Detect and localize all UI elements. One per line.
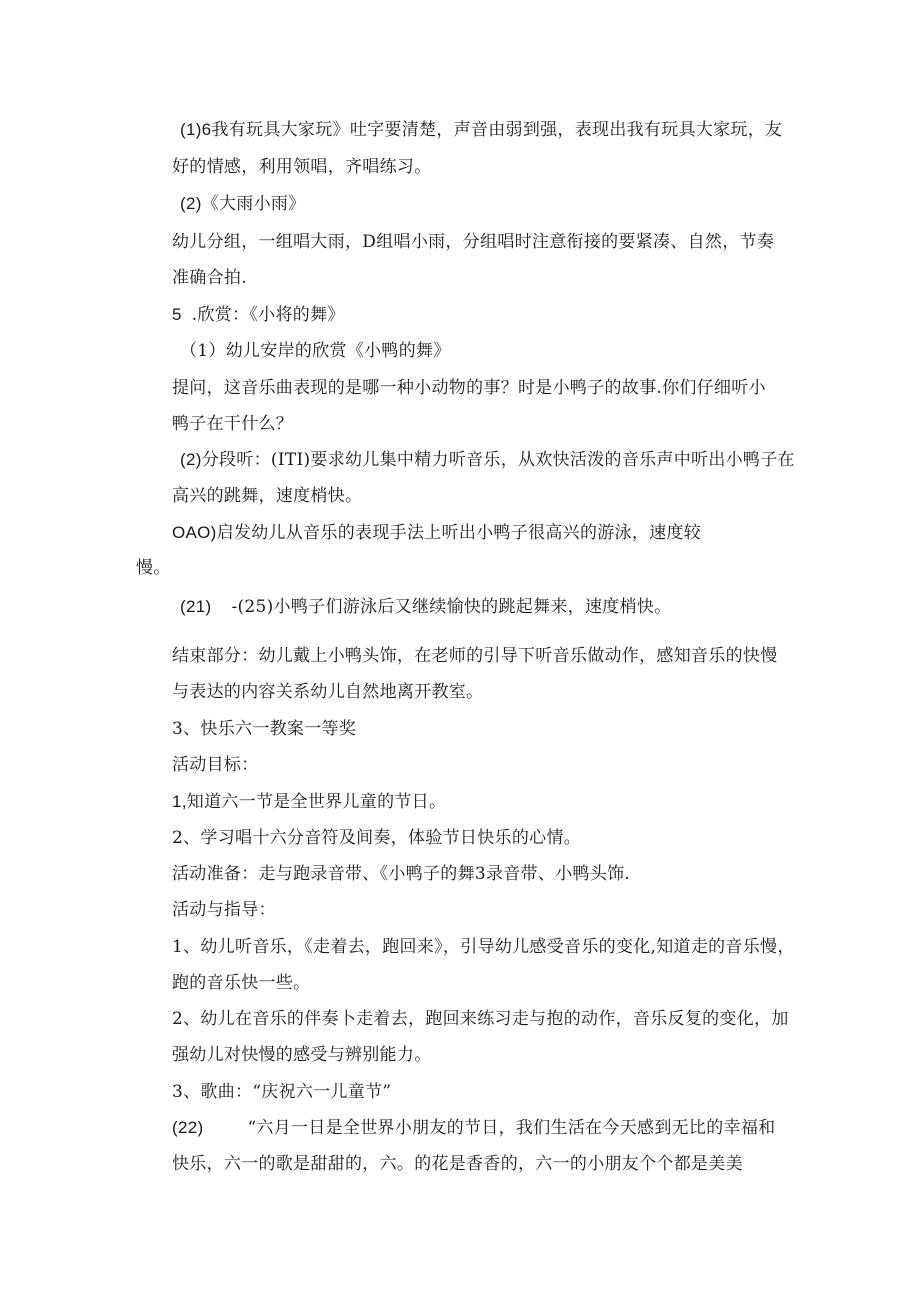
list-item: 2、学习唱十六分音符及间奏，体验节日快乐的心情。 <box>172 828 582 848</box>
paragraph-line: 高兴的跳舞，速度梢快。 <box>172 486 363 506</box>
item-number: (2) <box>180 194 202 213</box>
section-heading: 3、快乐六一教案一等奖 <box>172 719 357 739</box>
paragraph-line: 快乐，六一的歌是甜甜的，六。的花是香香的，六一的小朋友个个都是美美 <box>172 1154 743 1174</box>
paragraph-line: (2)分段听：(ITI)要求幼儿集中精力听音乐，从欢快活泼的音乐声中听出小鸭子在 <box>180 450 795 470</box>
list-item: 1、幼儿听音乐，《走着去，跑回来》，引导幼儿感受音乐的变化,知道走的音乐慢， <box>172 937 795 957</box>
item-number: 5 <box>172 305 182 324</box>
item-number: （1） <box>180 341 226 361</box>
paragraph-line: 好的情感，利用领唱，齐唱练习。 <box>172 157 432 177</box>
paragraph-line: 活动与指导： <box>172 900 276 920</box>
paragraph-line: 结束部分：幼儿戴上小鸭头饰，在老师的引导下听音乐做动作，感知音乐的快慢 <box>172 646 778 666</box>
paragraph-line: (22) “六月一日是全世界小朋友的节日，我们生活在今天感到无比的幸福和 <box>172 1118 776 1138</box>
paragraph-line: 活动目标： <box>172 755 259 775</box>
paragraph-line: 提问，这音乐曲表现的是哪一种小动物的事？时是小鸭子的故事.你们仔细听小 <box>172 378 766 398</box>
paragraph-line: (1)6我有玩具大家玩》吐字要清楚，声音由弱到强，表现出我有玩具大家玩，友 <box>180 120 783 140</box>
paragraph-line: 强幼儿对快慢的感受与辨别能力。 <box>172 1045 432 1065</box>
paragraph-line: 活动准备：走与跑录音带、《小鸭子的舞3录音带、小鸭头饰. <box>172 864 631 884</box>
item-number: (1)6 <box>180 120 212 139</box>
paragraph-line: 跑的音乐快一些。 <box>172 973 311 993</box>
item-number: (21) <box>180 597 212 616</box>
paragraph-line: 慢。 <box>136 558 171 578</box>
paragraph-line: 准确合拍. <box>172 268 247 288</box>
paragraph-line: (21) -(25)小鸭子们游泳后又继续愉快的跳起舞来，速度梢快。 <box>180 597 672 617</box>
section-heading: 5 .欣赏：《小将的舞》 <box>172 305 345 325</box>
item-number: (2) <box>180 450 202 469</box>
paragraph-line: (2)《大雨小雨》 <box>180 194 306 214</box>
paragraph-line: 幼儿分组，一组唱大雨，D组唱小雨，分组唱时注意衔接的要紧凑、自然，节奏 <box>172 232 775 252</box>
paragraph-line: 鸭子在干什么？ <box>172 414 294 434</box>
item-number: (22) <box>172 1118 204 1137</box>
list-item: 2、幼儿在音乐的伴奏卜走着去，跑回来练习走与抱的动作，音乐反复的变化，加 <box>172 1009 789 1029</box>
paragraph-line: （1）幼儿安岸的欣赏《小鸭的舞》 <box>180 341 451 361</box>
paragraph-line: 与表达的内容关系幼儿自然地离开教室。 <box>172 682 484 702</box>
list-item: 3、歌曲：“庆祝六一儿童节” <box>172 1082 392 1102</box>
list-item: 1,知道六一节是全世界儿童的节日。 <box>172 792 447 812</box>
item-number: 1, <box>172 792 187 811</box>
paragraph-line: OAO)启发幼儿从音乐的表现手法上听出小鸭子很高兴的游泳，速度较 <box>172 523 702 543</box>
item-number: OAO) <box>172 523 217 542</box>
